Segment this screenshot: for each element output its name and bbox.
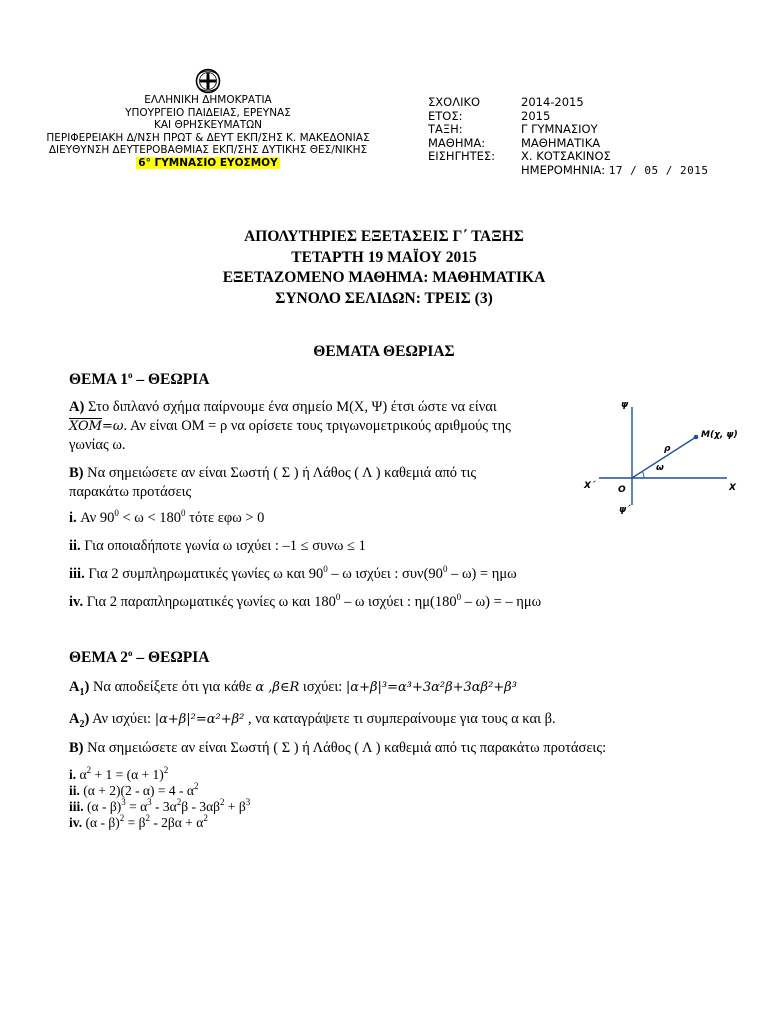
- x-neg-label: X΄: [584, 481, 595, 491]
- year: 2015: [521, 108, 551, 123]
- y-label: ψ: [621, 400, 629, 410]
- topic2-question-b: Β) Να σημειώσετε αν είναι Σωστή ( Σ ) ή Λάθος ( Λ ) καθεμιά από τις παρακάτω προτάσεις:: [69, 740, 607, 756]
- greek-emblem: [195, 68, 221, 94]
- topic2-question-a1: $A_1$) Να αποδείξετε ότι για κάθε α ,β∈R ισχύει: |α+β|³=α³+3α²β+3αβ²+β³: [69, 679, 517, 698]
- topic1-item-iv: iv. Για 2 παραπληρωματικές γωνίες ω και $180^0$ – ω ισχύει : $\eta\mu(180^0 - \omega)$ = – ημω: [69, 592, 542, 610]
- teachers-label: ΕΙΣΗΓΗΤΕΣ:: [428, 149, 496, 164]
- section-title: ΘΕΜΑΤΑ ΘΕΩΡΙΑΣ: [313, 343, 455, 360]
- subject-label: ΜΑΘΗΜΑ:: [428, 135, 486, 150]
- topic2-heading: ΘΕΜΑ $2^o$ – ΘΕΩΡΙΑ: [69, 648, 210, 666]
- x-label: X: [729, 483, 736, 493]
- topic1-question-b: Β) Να σημειώσετε αν είναι Σωστή ( Σ ) ή Λάθος ( Λ ) καθεμιά από τις παρακάτω προτάσεις: [69, 465, 477, 500]
- date-label: ΗΜΕΡΟΜΗΝΙΑ:: [521, 162, 606, 177]
- a1-formula: |α+β|³=α³+3α²β+3αβ²+β³: [345, 680, 517, 695]
- title-line: ΤΕΤΑΡΤΗ 19 ΜΑΪΟΥ 2015: [291, 248, 477, 266]
- title-line: ΑΠΟΛΥΤΗΡΙΕΣ ΕΞΕΤΑΣΕΙΣ Γ΄ ΤΑΞΗΣ: [244, 228, 524, 245]
- school-year-label: ΣΧΟΛΙΚΟ: [428, 95, 481, 109]
- point-label: M(χ, ψ): [701, 430, 738, 440]
- coordinate-diagram: [577, 395, 747, 520]
- angle-arc: [642, 471, 644, 478]
- letterhead-line: ΔΙΕΥΘΥΝΣΗ ΔΕΥΤΕΡΟΒΑΘΜΙΑΣ ΕΚΠ/ΣΗΣ ΔΥΤΙΚΗΣ ΘΕΣ/ΝΙΚΗΣ: [48, 144, 368, 157]
- year-label: ΕΤΟΣ:: [428, 108, 463, 123]
- list-item: iii. $(\alpha - \beta)^3 = \alpha^3 - 3\alpha^2\beta - 3\alpha\beta^2 + \beta^3$: [69, 797, 251, 814]
- y-neg-label: ψ΄: [619, 505, 631, 515]
- a1-vars: α ,β∈R: [255, 680, 300, 695]
- letterhead: [20, 94, 396, 170]
- angle-label: ω: [656, 463, 664, 473]
- point-m: [694, 435, 699, 440]
- question-label: Α): [69, 399, 85, 415]
- teachers: Χ. ΚΟΤΣΑΚΙΝΟΣ: [521, 149, 611, 164]
- topic1-item-iii: iii. Για 2 συμπληρωματικές γωνίες ω και $90^0$ – ω ισχύει : $\sigma\upsilon\nu(90^0 - \omega) = \eta\mu\omega$: [69, 564, 517, 582]
- question-label: Β): [69, 465, 84, 481]
- exam-titles: [0, 227, 768, 309]
- exam-date: 17 / 05 / 2015: [608, 163, 709, 177]
- title-line: ΣΥΝΟΛΟ ΣΕΛΙΔΩΝ: ΤΡΕΙΣ (3): [275, 289, 493, 307]
- school-name: 6° ΓΥΜΝΑΣΙΟ ΕΥΟΣΜΟΥ: [138, 156, 278, 169]
- letterhead-line: ΕΛΛΗΝΙΚΗ ΔΗΜΟΚΡΑΤΙΑ: [144, 94, 272, 106]
- angle-xom: $\overline{XOM}$: [69, 418, 102, 434]
- topic1-heading: ΘΕΜΑ $1^o$ – ΘΕΩΡΙΑ: [69, 370, 210, 388]
- radius-label: ρ: [664, 444, 671, 454]
- topic2-question-a2: $A_2$) Αν ισχύει: |α+β|²=α²+β² , να καταγράψετε τι συμπεραίνουμε για τους α και β.: [69, 711, 556, 730]
- topic1-item-i: i. Αν $90^0 < \omega < 180^0$ τότε εφω > 0: [69, 508, 265, 526]
- class-label: ΤΑΞΗ:: [428, 122, 463, 137]
- origin-label: O: [618, 485, 626, 495]
- subject: ΜΑΘΗΜΑΤΙΚΑ: [521, 135, 601, 150]
- topic1-item-ii: ii. Για οποιαδήποτε γωνία ω ισχύει : –1 ≤ συνω ≤ 1: [69, 538, 366, 554]
- class: Γ ΓΥΜΝΑΣΙΟΥ: [521, 122, 598, 137]
- topic2-items: [69, 767, 250, 831]
- list-item: ii. $(\alpha + 2)(2 - \alpha) = 4 - \alpha^2$: [69, 781, 199, 798]
- a2-formula: |α+β|²=α²+β²: [154, 712, 245, 727]
- title-line: ΕΞΕΤΑΖΟΜΕΝΟ ΜΑΘΗΜΑ: ΜΑΘΗΜΑΤΙΚΑ: [222, 269, 546, 286]
- letterhead-line: ΠΕΡΙΦΕΡΕΙΑΚΗ Δ/ΝΣΗ ΠΡΩΤ & ΔΕΥΤ ΕΚΠ/ΣΗΣ Κ. ΜΑΚΕΔΟΝΙΑΣ: [46, 131, 370, 144]
- list-item: i. $\alpha^2 + 1 = (\alpha + 1)^2$: [69, 765, 169, 782]
- exam-info: [428, 96, 709, 178]
- letterhead-line: ΚΑΙ ΘΡΗΣΚΕΥΜΑΤΩΝ: [153, 119, 263, 132]
- list-item: iv. $(\alpha - \beta)^2 = \beta^2 - 2\beta\alpha + \alpha^2$: [69, 813, 208, 830]
- letterhead-line: ΥΠΟΥΡΓΕΙΟ ΠΑΙΔΕΙΑΣ, ΕΡΕΥΝΑΣ: [125, 106, 291, 119]
- school-year: 2014-2015: [521, 95, 584, 109]
- topic1-question-a: Α) Στο διπλανό σχήμα παίρνουμε ένα σημείο Μ(Χ, Ψ) έτσι ώστε να είναι $\overline{XOM}=\omega$. Αν είναι ΟΜ = ρ να ορίσετε τους τριγωνομετρικούς αριθμούς της γωνίας ω.: [69, 399, 511, 453]
